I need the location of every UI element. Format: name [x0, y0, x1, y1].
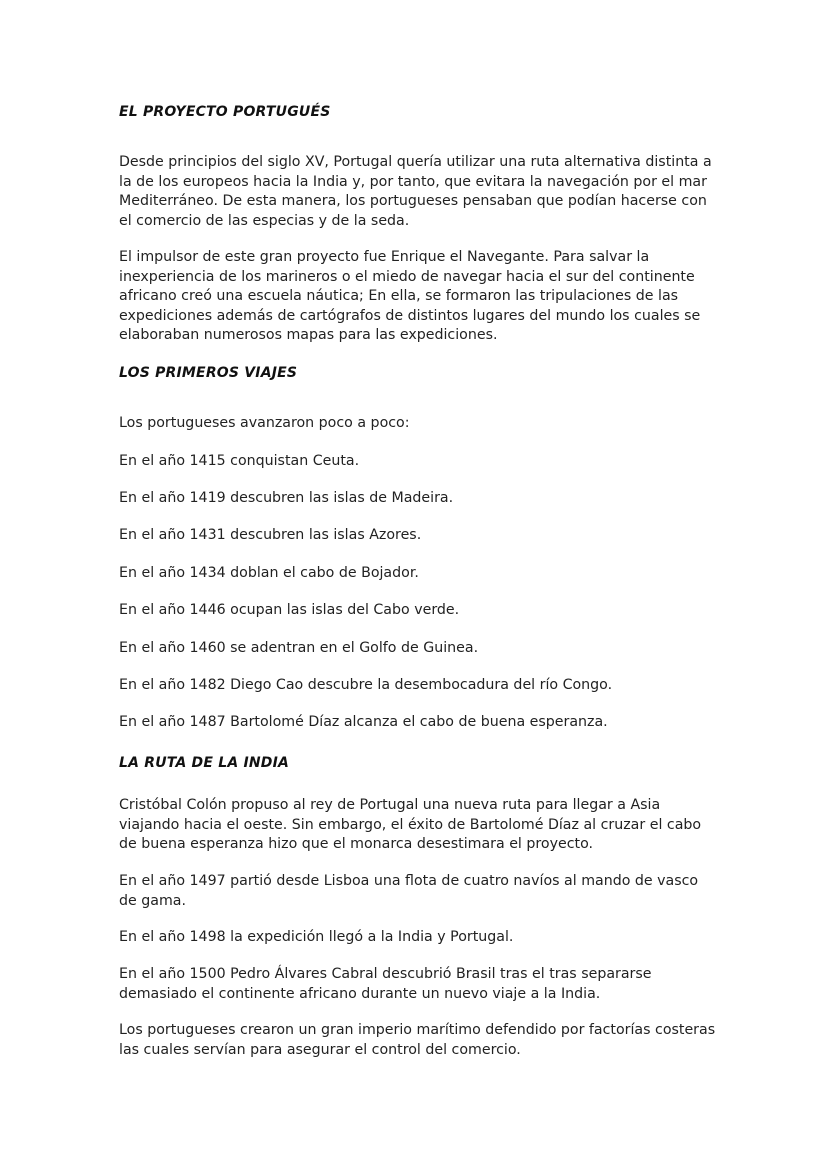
- section-title-ruta-india: LA RUTA DE LA INDIA: [119, 755, 290, 771]
- paragraph-1500: En el año 1500 Pedro Álvares Cabral descubrió Brasil tras el tras separarse demasiado el continente africano durante un nuevo viaje a la India.: [119, 966, 652, 1002]
- event-item: En el año 1431 descubren las islas Azores.: [119, 527, 422, 543]
- event-item: En el año 1415 conquistan Ceuta.: [119, 453, 360, 469]
- section-title-proyecto-portugues: EL PROYECTO PORTUGUÉS: [119, 104, 331, 120]
- paragraph-1498: En el año 1498 la expedición llegó a la India y Portugal.: [119, 929, 514, 945]
- event-item: En el año 1482 Diego Cao descubre la desembocadura del río Congo.: [119, 677, 613, 693]
- event-item: En el año 1460 se adentran en el Golfo de Guinea.: [119, 640, 479, 656]
- paragraph-1497: En el año 1497 partió desde Lisboa una flota de cuatro navíos al mando de vasco de gama.: [119, 873, 699, 909]
- paragraph-colon: Cristóbal Colón propuso al rey de Portugal una nueva ruta para llegar a Asia viajando hacia el oeste. Sin embargo, el éxito de Bartolomé Díaz al cruzar el cabo de buena esperanza hizo que el monarca desestimara el proyecto.: [119, 797, 702, 852]
- section-title-primeros-viajes: LOS PRIMEROS VIAJES: [119, 365, 298, 381]
- event-item: En el año 1434 doblan el cabo de Bojador.: [119, 565, 419, 581]
- paragraph-imperio: Los portugueses crearon un gran imperio marítimo defendido por factorías costeras las cuales servían para asegurar el control del comercio.: [119, 1022, 716, 1058]
- intro-line: Los portugueses avanzaron poco a poco:: [119, 415, 410, 431]
- event-item: En el año 1419 descubren las islas de Madeira.: [119, 490, 454, 506]
- event-item: En el año 1446 ocupan las islas del Cabo verde.: [119, 602, 460, 618]
- event-item: En el año 1487 Bartolomé Díaz alcanza el cabo de buena esperanza.: [119, 714, 608, 730]
- paragraph-ruta-alternativa: Desde principios del siglo XV, Portugal quería utilizar una ruta alternativa distinta a la de los europeos hacia la India y, por tanto, que evitara la navegación por el mar Mediterráneo. De esta manera, los portugueses pensaban que podían hacerse con el comercio de las especias y de la seda.: [119, 154, 712, 229]
- paragraph-enrique-navegante: El impulsor de este gran proyecto fue Enrique el Navegante. Para salvar la inexperiencia de los marineros o el miedo de navegar hacia el sur del continente africano creó una escuela náutica; En ella, se formaron las tripulaciones de las expediciones además de cartógrafos de distintos lugares del mundo los cuales se elaboraban numerosos mapas para las expediciones.: [119, 249, 701, 343]
